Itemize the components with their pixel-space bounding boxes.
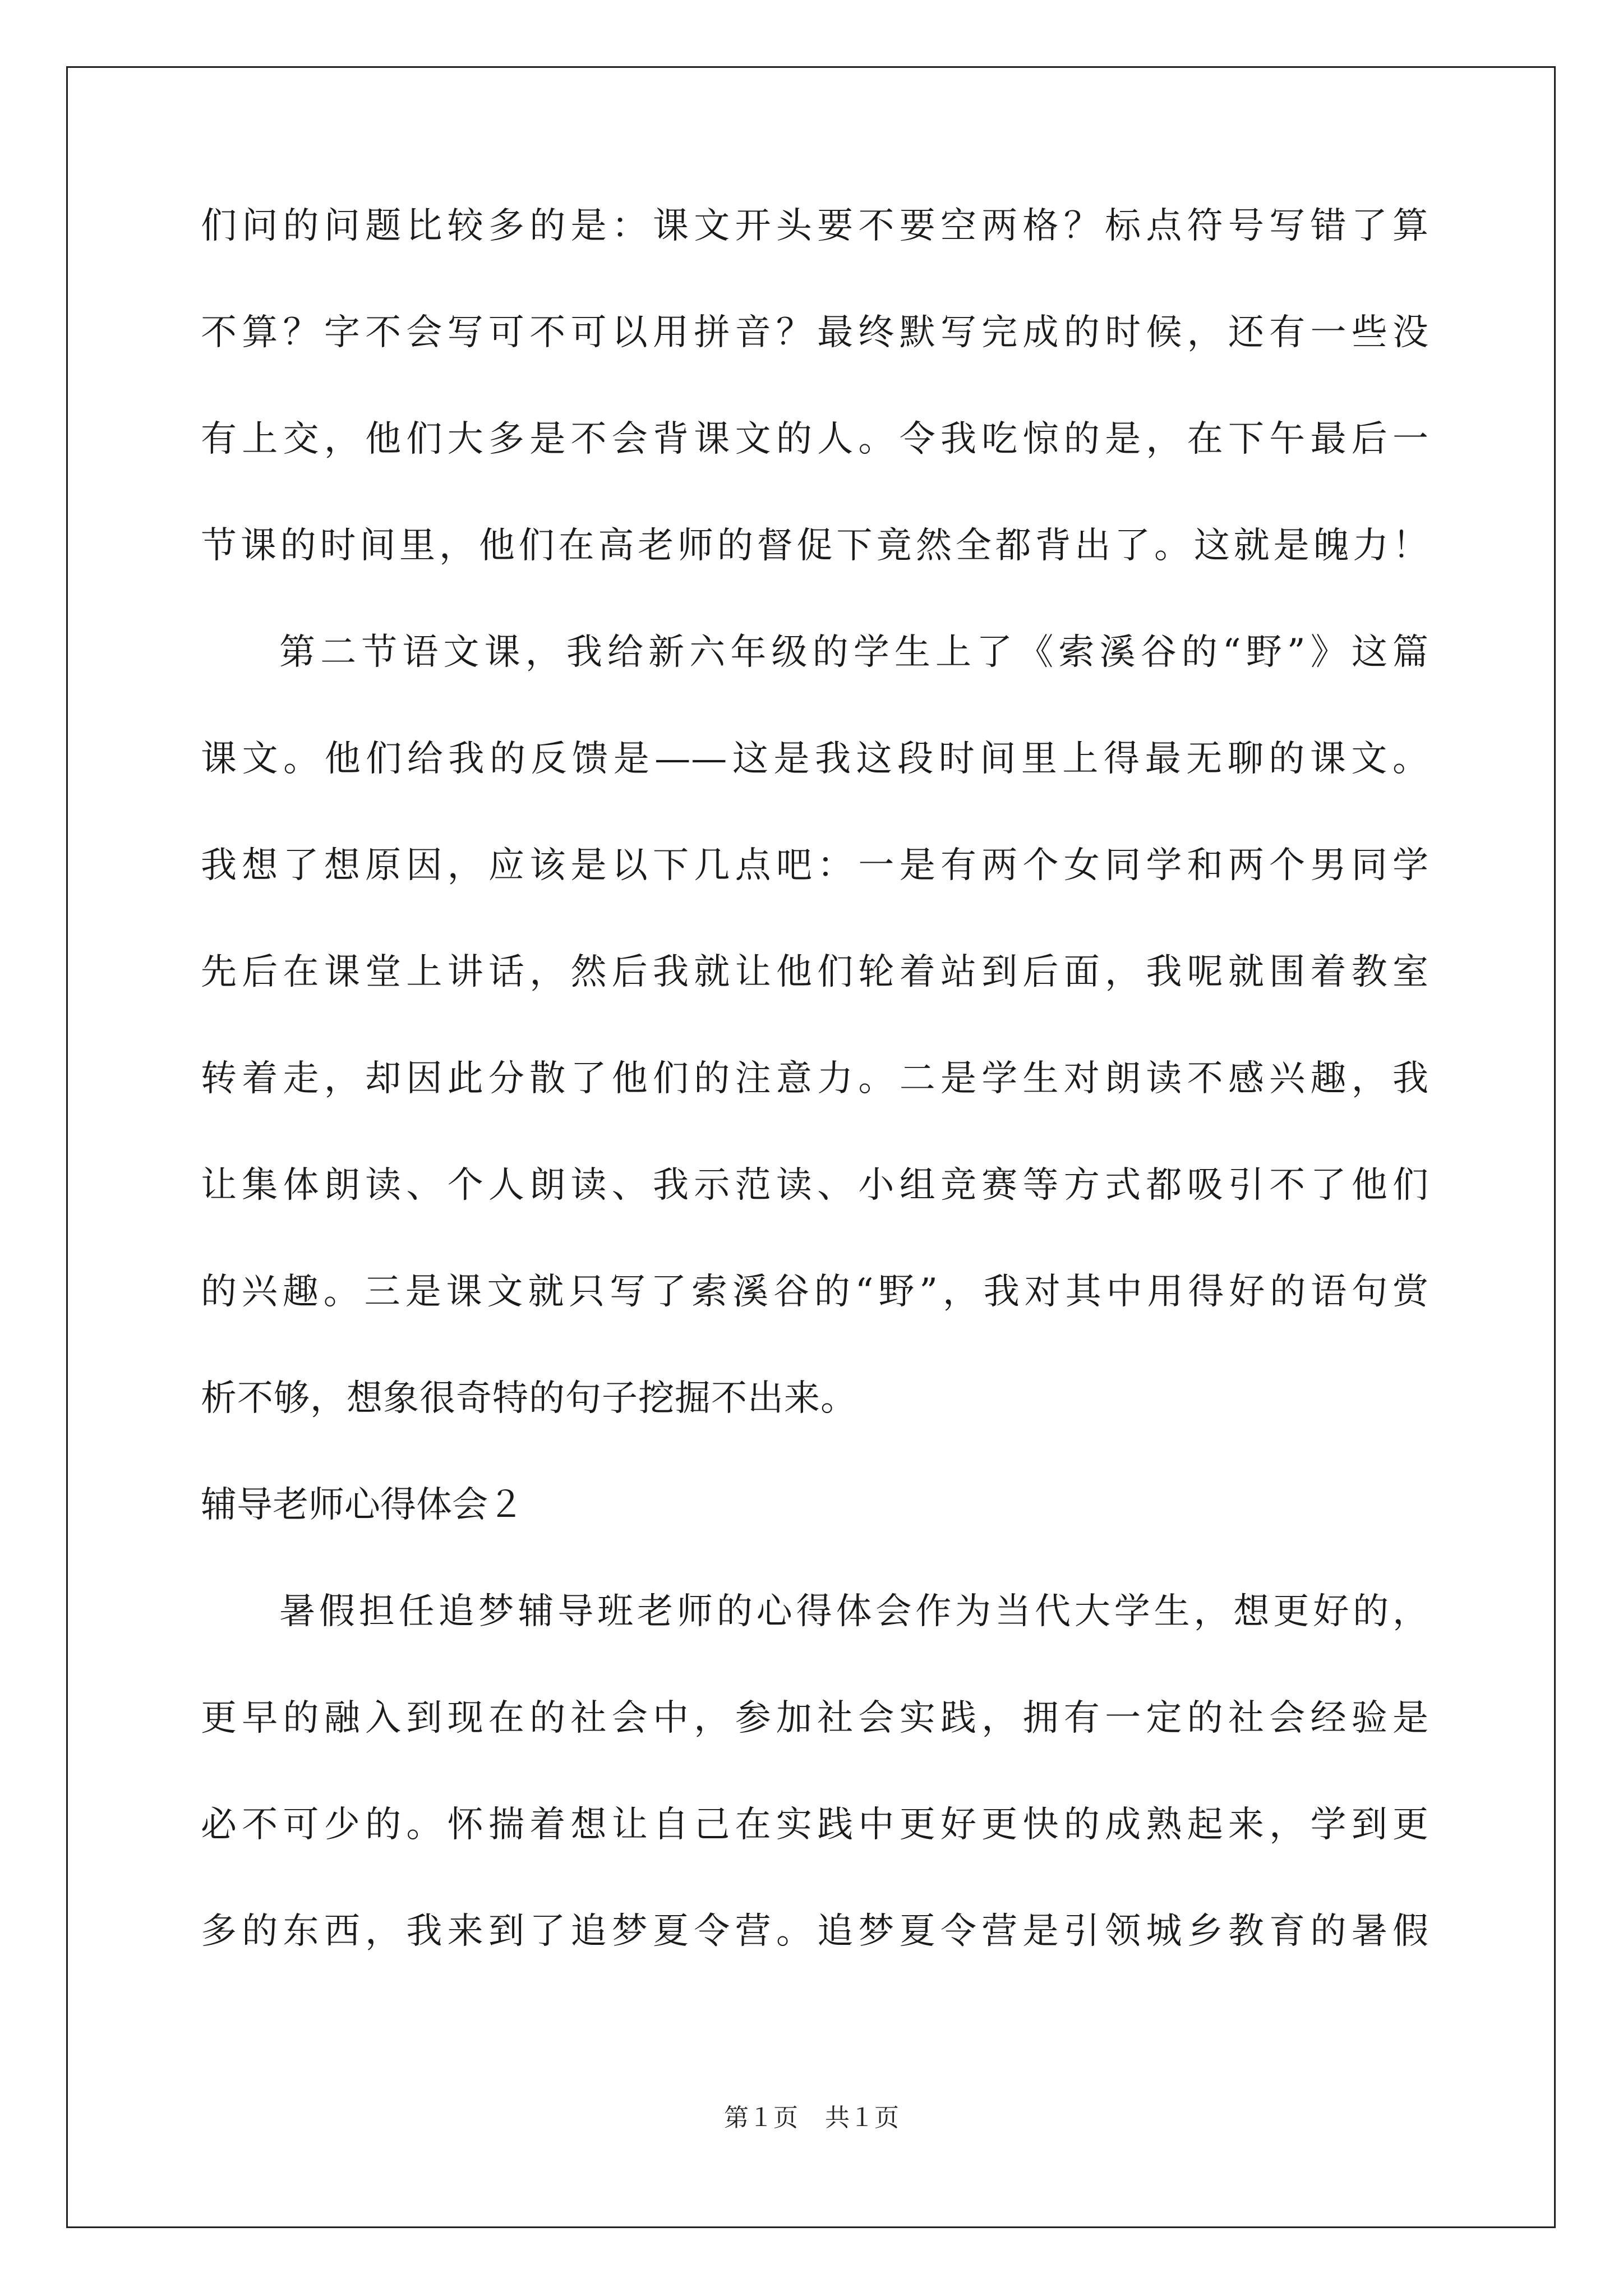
paragraph-1	[201, 205, 1429, 631]
text-line: 析不够，想象很奇特的句子挖掘不出来。	[201, 1378, 857, 1419]
page-number: 第１页	[724, 2104, 798, 2132]
section-heading: 辅导老师心得体会２	[201, 1484, 524, 1526]
text-line: 第二节语文课，我给新六年级的学生上了《索溪谷的“野”》这篇	[279, 632, 1429, 673]
text-line: 节课的时间里，他们在高老师的督促下竟然全都背出了。这就是魄力！	[201, 525, 1429, 567]
paragraph-3	[201, 1590, 1429, 2017]
text-line: 必不可少的。怀揣着想让自己在实践中更好更快的成熟起来，学到更	[201, 1804, 1429, 1846]
text-line: 更早的融入到现在的社会中，参加社会实践，拥有一定的社会经验是	[201, 1697, 1429, 1739]
text-line: 暑假担任追梦辅导班老师的心得体会作为当代大学生，想更好的，	[279, 1591, 1429, 1632]
page-footer	[0, 2104, 1623, 2133]
paragraph-2	[201, 631, 1429, 1484]
text-line: 先后在课堂上讲话，然后我就让他们轮着站到后面，我呢就围着教室	[201, 951, 1429, 993]
text-line: 不算？字不会写可不可以用拼音？最终默写完成的时候，还有一些没	[201, 312, 1429, 353]
text-line: 的兴趣。三是课文就只写了索溪谷的“野”，我对其中用得好的语句赏	[201, 1271, 1429, 1313]
text-line: 让集体朗读、个人朗读、我示范读、小组竞赛等方式都吸引不了他们	[201, 1165, 1429, 1206]
text-line: 我想了想原因，应该是以下几点吧：一是有两个女同学和两个男同学	[201, 845, 1429, 886]
text-line: 多的东西，我来到了追梦夏令营。追梦夏令营是引领城乡教育的暑假	[201, 1911, 1429, 1952]
document-body	[201, 205, 1429, 2017]
text-line: 有上交，他们大多是不会背课文的人。令我吃惊的是，在下午最后一	[201, 418, 1429, 460]
text-line: 转着走，却因此分散了他们的注意力。二是学生对朗读不感兴趣，我	[201, 1058, 1429, 1099]
text-line: 课文。他们给我的反馈是——这是我这段时间里上得最无聊的课文。	[201, 738, 1429, 780]
text-line: 们问的问题比较多的是：课文开头要不要空两格？标点符号写错了算	[201, 205, 1429, 247]
page-total: 共１页	[825, 2104, 899, 2132]
